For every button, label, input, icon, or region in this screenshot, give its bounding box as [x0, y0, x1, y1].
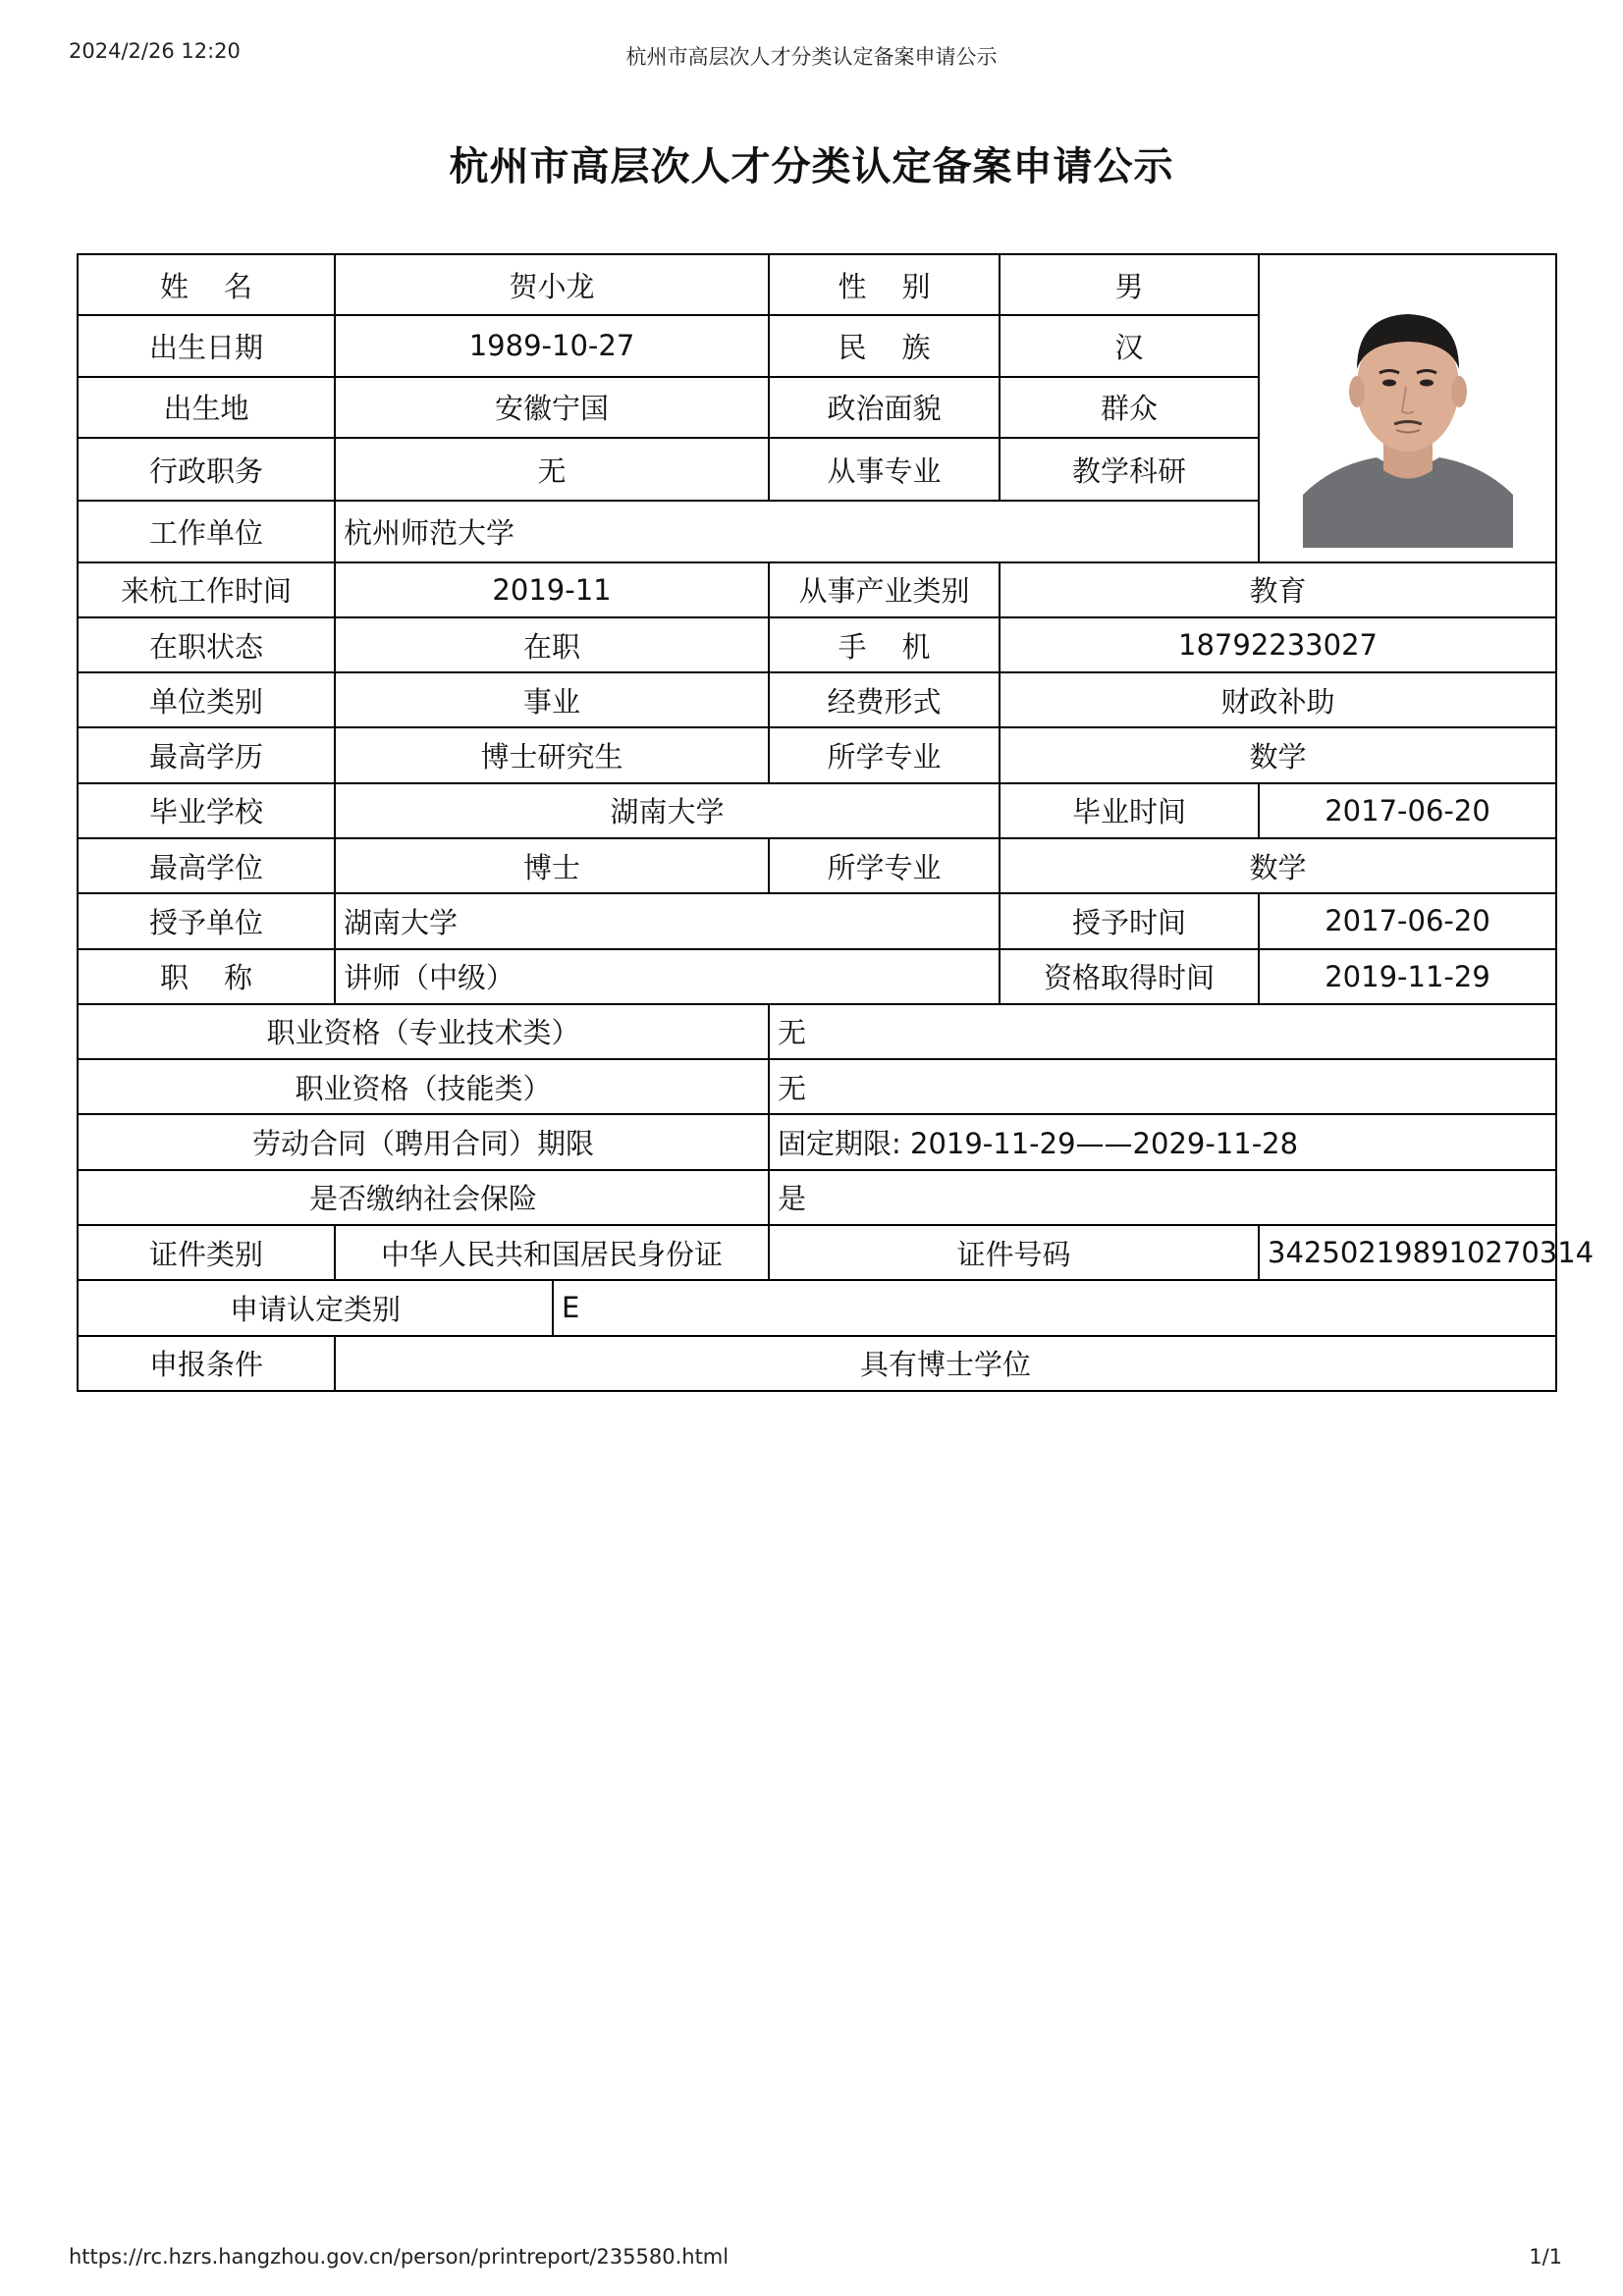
value-name: 贺小龙 — [335, 254, 769, 315]
label-mobile: 手机 — [769, 617, 1000, 672]
label-award-date: 授予时间 — [1000, 893, 1259, 948]
value-profession: 教学科研 — [1000, 438, 1259, 501]
value-qualification-date: 2019-11-29 — [1259, 949, 1556, 1004]
label-industry: 从事产业类别 — [769, 562, 1000, 617]
value-gender: 男 — [1000, 254, 1259, 315]
table-row — [78, 949, 1556, 1004]
print-footer-url: https://rc.hzrs.hangzhou.gov.cn/person/printreport/235580.html — [69, 2245, 730, 2269]
label-major: 所学专业 — [769, 727, 1000, 782]
value-arrival-time: 2019-11 — [335, 562, 769, 617]
value-application-condition: 具有博士学位 — [335, 1336, 1556, 1391]
value-birthplace: 安徽宁国 — [335, 377, 769, 438]
label-unit-type: 单位类别 — [78, 672, 335, 727]
table-row — [78, 1004, 1556, 1059]
label-degree-major: 所学专业 — [769, 838, 1000, 893]
value-industry: 教育 — [1000, 562, 1556, 617]
label-admin-position: 行政职务 — [78, 438, 335, 501]
value-school: 湖南大学 — [335, 783, 1000, 838]
value-birthdate: 1989-10-27 — [335, 315, 769, 376]
label-skill-qualification: 职业资格（技能类） — [78, 1059, 769, 1114]
value-admin-position: 无 — [335, 438, 769, 501]
label-ethnicity: 民族 — [769, 315, 1000, 376]
label-education: 最高学历 — [78, 727, 335, 782]
value-awarding-unit: 湖南大学 — [335, 893, 1000, 948]
value-application-category: E — [553, 1280, 1556, 1335]
value-major: 数学 — [1000, 727, 1556, 782]
print-footer-page-number: 1/1 — [1529, 2245, 1562, 2269]
table-row — [78, 1225, 1556, 1280]
label-application-category: 申请认定类别 — [78, 1280, 553, 1335]
table-row — [78, 1059, 1556, 1114]
value-id-type: 中华人民共和国居民身份证 — [335, 1225, 769, 1280]
label-employer: 工作单位 — [78, 501, 335, 561]
table-row — [78, 562, 1556, 617]
label-id-number: 证件号码 — [769, 1225, 1259, 1280]
table-row — [78, 672, 1556, 727]
table-row — [78, 783, 1556, 838]
print-datetime: 2024/2/26 12:20 — [69, 39, 241, 63]
table-row — [78, 617, 1556, 672]
value-pro-qualification: 无 — [769, 1004, 1556, 1059]
label-political-status: 政治面貌 — [769, 377, 1000, 438]
label-birthdate: 出生日期 — [78, 315, 335, 376]
label-profession: 从事专业 — [769, 438, 1000, 501]
value-contract-term: 固定期限: 2019-11-29——2029-11-28 — [769, 1114, 1556, 1169]
label-gender: 性别 — [769, 254, 1000, 315]
label-contract-term: 劳动合同（聘用合同）期限 — [78, 1114, 769, 1169]
value-award-date: 2017-06-20 — [1259, 893, 1556, 948]
label-employment-status: 在职状态 — [78, 617, 335, 672]
print-header-title: 杭州市高层次人才分类认定备案申请公示 — [625, 45, 998, 69]
label-pro-qualification: 职业资格（专业技术类） — [78, 1004, 769, 1059]
value-ethnicity: 汉 — [1000, 315, 1259, 376]
label-social-insurance: 是否缴纳社会保险 — [78, 1170, 769, 1225]
label-funding: 经费形式 — [769, 672, 1000, 727]
application-form-table — [77, 253, 1595, 1392]
table-row — [78, 254, 1556, 315]
value-political-status: 群众 — [1000, 377, 1259, 438]
value-title: 讲师（中级） — [335, 949, 1000, 1004]
photo-cell — [1259, 254, 1556, 562]
label-graduation-date: 毕业时间 — [1000, 783, 1259, 838]
table-row — [78, 727, 1556, 782]
label-name: 姓名 — [78, 254, 335, 315]
table-row — [78, 838, 1556, 893]
label-title: 职称 — [78, 949, 335, 1004]
label-id-type: 证件类别 — [78, 1225, 335, 1280]
value-social-insurance: 是 — [769, 1170, 1556, 1225]
label-awarding-unit: 授予单位 — [78, 893, 335, 948]
label-arrival-time: 来杭工作时间 — [78, 562, 335, 617]
value-employer: 杭州师范大学 — [335, 501, 1259, 561]
value-education: 博士研究生 — [335, 727, 769, 782]
label-birthplace: 出生地 — [78, 377, 335, 438]
table-row — [78, 1114, 1556, 1169]
value-employment-status: 在职 — [335, 617, 769, 672]
value-degree: 博士 — [335, 838, 769, 893]
label-degree: 最高学位 — [78, 838, 335, 893]
value-skill-qualification: 无 — [769, 1059, 1556, 1114]
applicant-photo — [1303, 269, 1513, 548]
value-funding: 财政补助 — [1000, 672, 1556, 727]
table-row — [78, 1336, 1556, 1391]
page-title: 杭州市高层次人才分类认定备案申请公示 — [449, 144, 1174, 189]
value-mobile: 18792233027 — [1000, 617, 1556, 672]
label-qualification-date: 资格取得时间 — [1000, 949, 1259, 1004]
value-unit-type: 事业 — [335, 672, 769, 727]
label-school: 毕业学校 — [78, 783, 335, 838]
value-id-number: 342502198910270314 — [1259, 1225, 1556, 1280]
label-application-condition: 申报条件 — [78, 1336, 335, 1391]
value-degree-major: 数学 — [1000, 838, 1556, 893]
value-graduation-date: 2017-06-20 — [1259, 783, 1556, 838]
table-row — [78, 893, 1556, 948]
table-row — [78, 1280, 1556, 1335]
table-row — [78, 1170, 1556, 1225]
